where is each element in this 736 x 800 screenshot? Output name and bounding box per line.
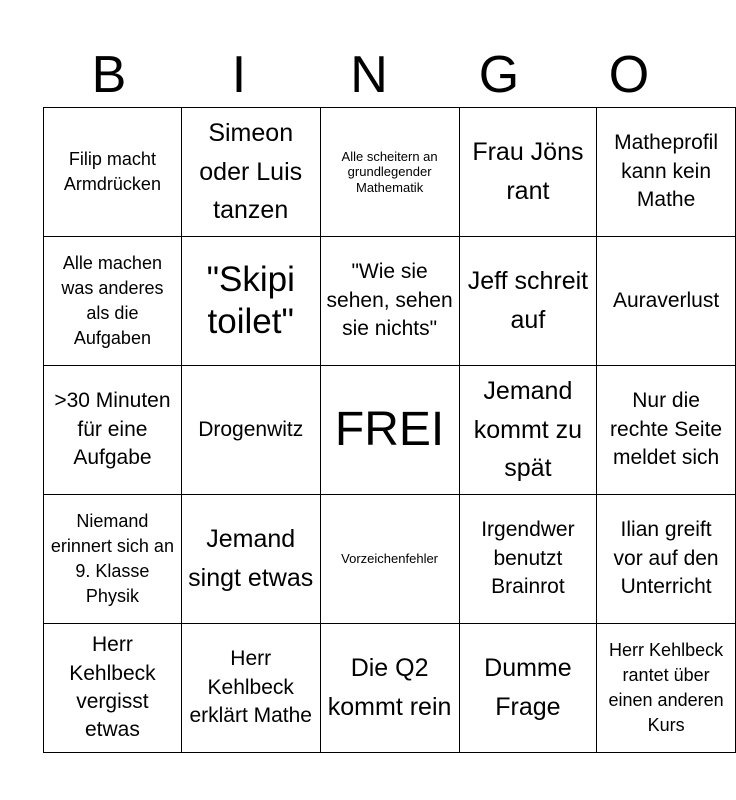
header-letter-n: N: [350, 46, 388, 104]
header-letter-b: B: [91, 46, 127, 104]
bingo-cell[interactable]: "Skipi toilet": [181, 237, 320, 366]
bingo-cell[interactable]: >30 Minuten für eine Aufgabe: [44, 366, 182, 495]
bingo-cell[interactable]: Matheprofil kann kein Mathe: [597, 108, 736, 237]
bingo-cell[interactable]: Alle scheitern an grundlegender Mathematik: [320, 108, 459, 237]
bingo-cell[interactable]: Simeon oder Luis tanzen: [181, 108, 320, 237]
bingo-cell[interactable]: Jemand kommt zu spät: [459, 366, 597, 495]
bingo-header: [44, 44, 694, 106]
board-row: [44, 237, 736, 366]
bingo-cell[interactable]: Die Q2 kommt rein: [320, 624, 459, 753]
header-letter-o: O: [608, 46, 650, 104]
bingo-cell[interactable]: Alle machen was anderes als die Aufgaben: [44, 237, 182, 366]
bingo-cell[interactable]: Irgendwer benutzt Brainrot: [459, 495, 597, 624]
board-row: [44, 624, 736, 753]
header-letter-i: I: [231, 46, 247, 104]
free-cell[interactable]: FREI: [320, 366, 459, 495]
board-row: [44, 366, 736, 495]
bingo-cell[interactable]: Nur die rechte Seite meldet sich: [597, 366, 736, 495]
board-row: [44, 108, 736, 237]
bingo-cell[interactable]: Auraverlust: [597, 237, 736, 366]
board-row: [44, 495, 736, 624]
bingo-cell[interactable]: Jemand singt etwas: [181, 495, 320, 624]
bingo-cell[interactable]: Jeff schreit auf: [459, 237, 597, 366]
bingo-board: [43, 107, 736, 753]
bingo-cell[interactable]: Drogenwitz: [181, 366, 320, 495]
bingo-cell[interactable]: Niemand erinnert sich an 9. Klasse Physik: [44, 495, 182, 624]
header-letter-g: G: [478, 46, 520, 104]
bingo-cell[interactable]: Dumme Frage: [459, 624, 597, 753]
bingo-cell[interactable]: Filip macht Armdrücken: [44, 108, 182, 237]
bingo-cell[interactable]: Herr Kehlbeck vergisst etwas: [44, 624, 182, 753]
bingo-cell[interactable]: "Wie sie sehen, sehen sie nichts": [320, 237, 459, 366]
bingo-cell[interactable]: Frau Jöns rant: [459, 108, 597, 237]
bingo-cell[interactable]: Vorzeichenfehler: [320, 495, 459, 624]
bingo-cell[interactable]: Herr Kehlbeck erklärt Mathe: [181, 624, 320, 753]
bingo-cell[interactable]: Herr Kehlbeck rantet über einen anderen Kurs: [597, 624, 736, 753]
bingo-cell[interactable]: Ilian greift vor auf den Unterricht: [597, 495, 736, 624]
